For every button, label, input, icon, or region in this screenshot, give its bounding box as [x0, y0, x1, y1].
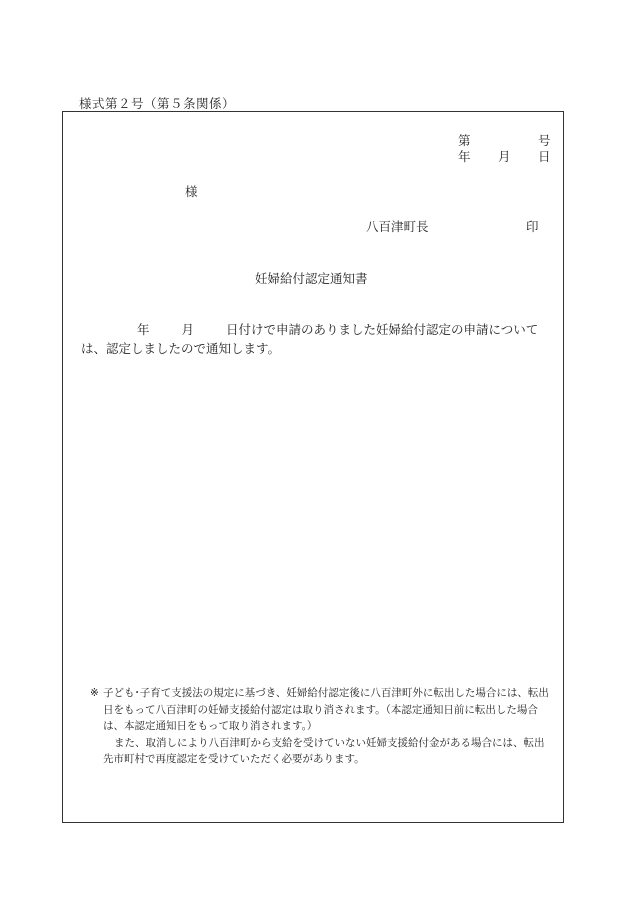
note-paragraph-2: また、取消しにより八百津町から支給を受けていない妊婦支援給付金がある場合には、転出先市町村で再度認定を受けていただく必要があります。	[103, 736, 545, 765]
note-mark: ※	[90, 687, 99, 699]
form-number: 様式第２号（第５条関係）	[79, 96, 236, 111]
date-month: 月	[498, 149, 511, 164]
number-prefix: 第	[458, 133, 471, 148]
body-text: 日付けで申請のありました妊婦給付認定の申請については、認定しましたので通知します。	[81, 322, 539, 356]
body-month: 月	[181, 322, 195, 337]
date-year: 年	[458, 149, 471, 164]
recipient-honorific: 様	[185, 184, 198, 199]
issuer-seal: 印	[526, 219, 539, 234]
note-paragraph-1: 子ども･子育て支援法の規定に基づき、妊婦給付認定後に八百津町外に転出した場合には、転出日をもって八百津町の妊婦支援給付認定は取り消されます。（本認定通知日前に転出した場合は、本認定通知日をもって取り消されます。）	[103, 687, 549, 732]
body-paragraph	[81, 320, 551, 358]
date-day: 日	[538, 149, 551, 164]
note-section	[90, 685, 552, 768]
body-year: 年	[137, 322, 150, 337]
number-suffix: 号	[538, 133, 551, 148]
issuer-title: 八百津町長	[366, 219, 429, 234]
document-title: 妊婦給付認定通知書	[255, 271, 368, 286]
